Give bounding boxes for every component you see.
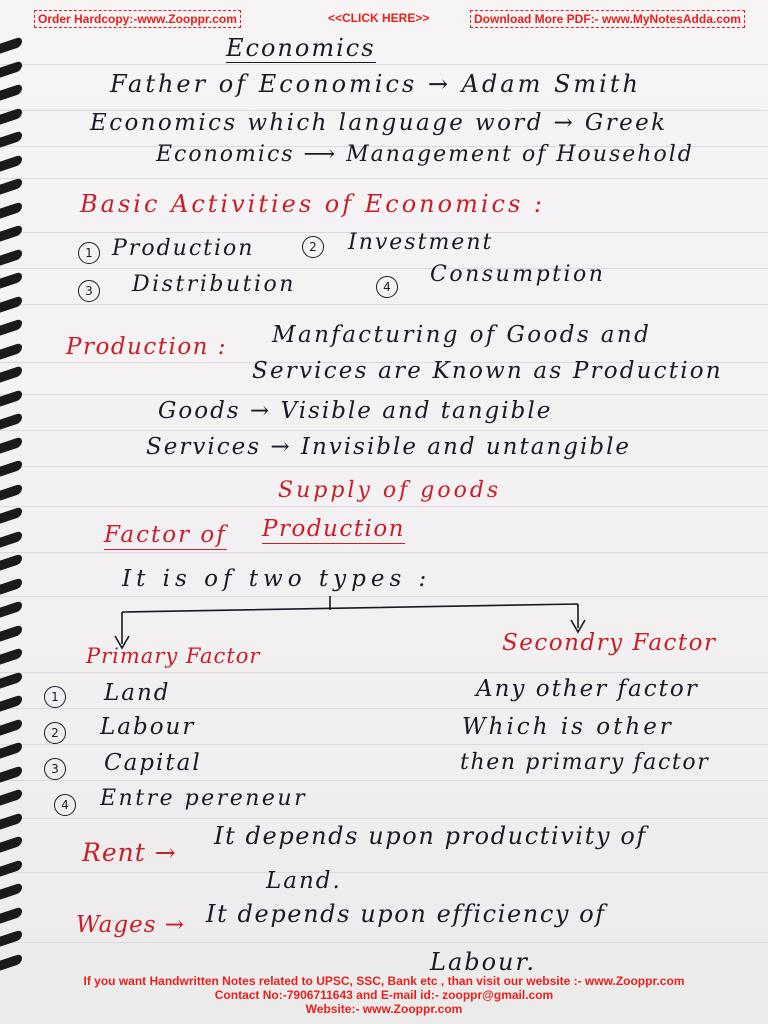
page-title: Economics [226, 34, 376, 62]
number-badge: 4 [54, 794, 76, 816]
basic-activities-heading: Basic Activities of Economics : [80, 190, 545, 218]
economics-language-line: Economics which language word → Greek [90, 110, 668, 136]
primary-factor-heading: Primary Factor [86, 644, 261, 668]
number-badge: 1 [44, 686, 66, 708]
rent-text-line-1: It depends upon productivity of [214, 822, 647, 850]
activity-item: Investment [348, 230, 494, 255]
wages-text-line-1: It depends upon efficiency of [206, 900, 606, 928]
economics-meaning-line: Economics ⟶ Management of Household [156, 142, 694, 167]
services-line: Services → Invisible and untangible [146, 434, 632, 460]
primary-factor-item: Land [104, 680, 171, 706]
production-definition-line-2: Services are Known as Production [252, 358, 723, 384]
goods-line: Goods → Visible and tangible [158, 398, 553, 424]
activity-item: Distribution [132, 272, 296, 297]
wages-text-line-2: Labour. [430, 948, 536, 976]
secondary-factor-line: Any other factor [476, 676, 699, 702]
father-of-economics-line: Father of Economics → Adam Smith [110, 70, 641, 98]
number-badge: 3 [44, 758, 66, 780]
secondary-factor-line: Which is other [462, 714, 674, 740]
number-badge: 1 [78, 242, 100, 264]
number-badge: 4 [376, 276, 398, 298]
footer-website-line[interactable]: Website:- www.Zooppr.com [305, 1002, 463, 1016]
activity-item: Production [112, 236, 255, 261]
number-badge: 2 [44, 722, 66, 744]
download-pdf-link[interactable]: Download More PDF:- www.MyNotesAdda.com [470, 10, 745, 28]
number-badge: 2 [302, 236, 324, 258]
footer-line-1[interactable]: If you want Handwritten Notes related to UPSC, SSC, Bank etc , than visit our website :- www.Zooppr.com [83, 974, 685, 988]
production-definition-line-1: Manfacturing of Goods and [272, 322, 652, 348]
number-badge: 3 [78, 280, 100, 302]
primary-factor-item: Entre pereneur [100, 786, 308, 811]
rent-text-line-2: Land. [266, 868, 342, 894]
footer-contact-line[interactable]: Contact No:-7906711643 and E-mail id:- zooppr@gmail.com [214, 988, 554, 1002]
click-here-link[interactable]: <<CLICK HERE>> [328, 11, 430, 25]
primary-factor-item: Labour [100, 714, 196, 740]
secondary-factor-line: then primary factor [460, 750, 710, 775]
primary-factor-item: Capital [104, 750, 202, 776]
supply-of-goods-line: Supply of goods [278, 478, 502, 503]
factor-of-heading: Factor of [104, 522, 227, 548]
footer-banner [0, 974, 768, 1016]
production-heading: Production : [66, 334, 228, 360]
two-types-line: It is of two types : [122, 566, 432, 592]
activity-item: Consumption [430, 262, 606, 287]
secondary-factor-heading: Secondry Factor [502, 630, 717, 656]
order-hardcopy-link[interactable]: Order Hardcopy:-www.Zooppr.com [34, 10, 241, 28]
production-heading-2: Production [262, 516, 405, 542]
wages-label: Wages → [76, 912, 186, 938]
rent-label: Rent → [82, 838, 177, 867]
